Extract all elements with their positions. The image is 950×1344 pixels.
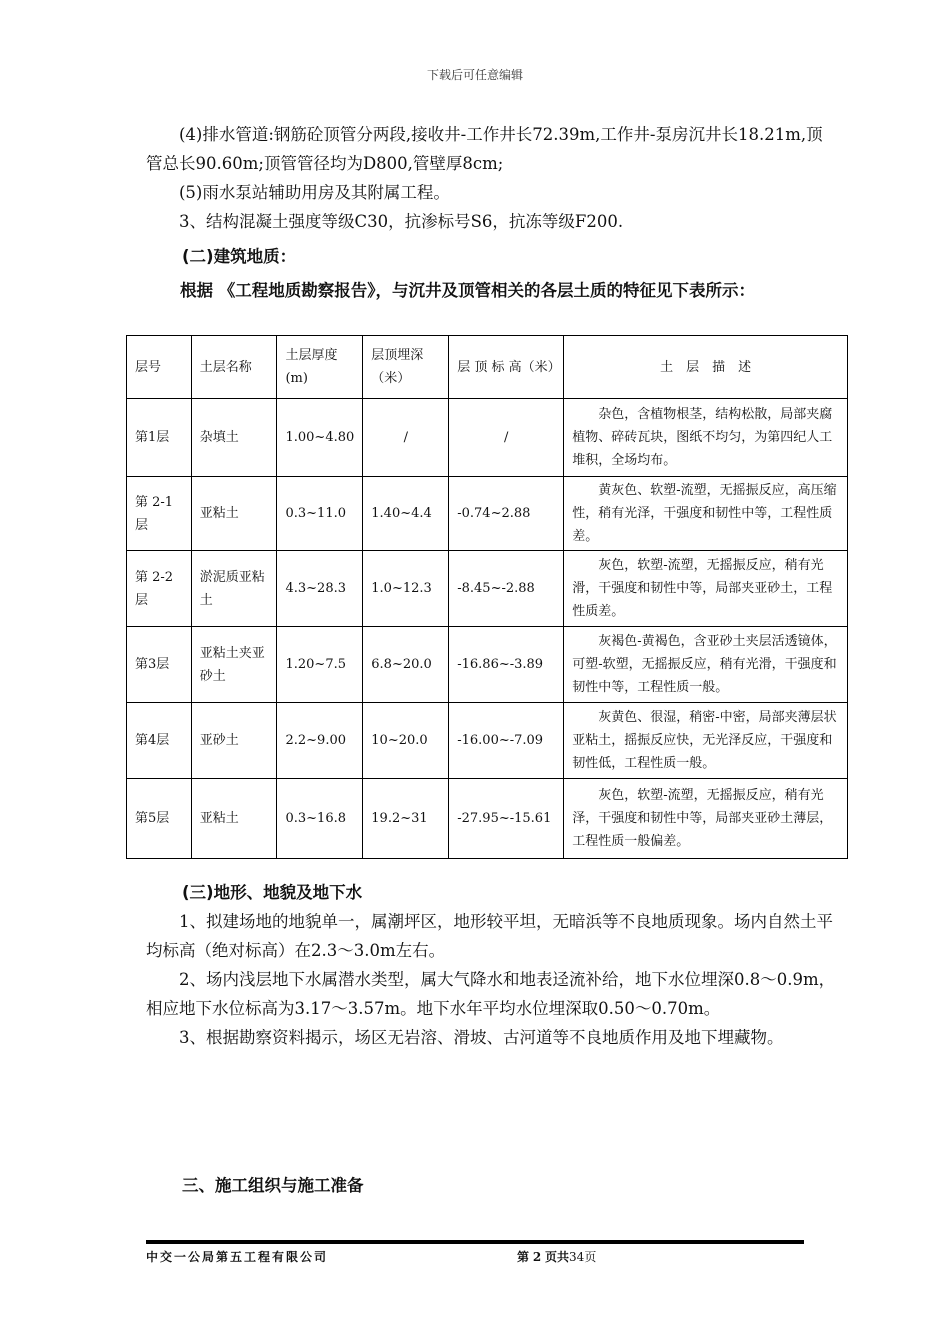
- footer-page-info: [517, 1248, 596, 1265]
- table-cell: 灰色，软塑-流塑，无摇振反应，稍有光泽，干强度和韧性中等，局部夹亚砂土薄层，工程性质一般偏差。: [564, 779, 848, 859]
- page-suffix: 页: [584, 1250, 597, 1264]
- footer-divider: [146, 1240, 804, 1244]
- table-cell: 灰黄色、很湿，稍密-中密，局部夹薄层状亚粘土，摇振反应快，无光泽反应，干强度和韧性低，工程性质一般。: [564, 703, 848, 779]
- section-three-heading: 三、施工组织与施工准备: [182, 1176, 364, 1195]
- table-cell: /: [449, 399, 564, 477]
- table-cell: 灰褐色-黄褐色，含亚砂土夹层活透镜体，可塑-软塑，无摇振反应，稍有光滑，干强度和韧性中等，工程性质一般。: [564, 627, 848, 703]
- table-header-cell: 土层厚度(m): [277, 336, 363, 399]
- table-cell: 杂填土: [191, 399, 277, 477]
- intro-paragraph-3: 3、结构混凝土强度等级C30，抗渗标号S6，抗冻等级F200.: [179, 212, 624, 231]
- table-header-cell: 层号: [127, 336, 192, 399]
- terrain-section: [146, 878, 836, 1052]
- page-number: 2: [532, 1250, 542, 1264]
- table-cell: 淤泥质亚粘土: [191, 551, 277, 627]
- table-header-cell: 土 层 描 述: [564, 336, 848, 399]
- table-header-row: [127, 336, 848, 399]
- table-row: [127, 551, 848, 627]
- table-row: [127, 703, 848, 779]
- page-mid: 页共: [545, 1250, 570, 1264]
- terrain-heading: (三)地形、地貌及地下水: [182, 883, 363, 902]
- table-cell: 第1层: [127, 399, 192, 477]
- table-cell: 1.00~4.80: [277, 399, 363, 477]
- footer-company: 中交一公局第五工程有限公司: [146, 1250, 329, 1264]
- page-total: 34: [569, 1250, 585, 1264]
- table-cell: 第 2-2层: [127, 551, 192, 627]
- table-cell: 0.3~11.0: [277, 477, 363, 551]
- table-cell: 第4层: [127, 703, 192, 779]
- table-row: [127, 627, 848, 703]
- terrain-paragraph-2: 2、场内浅层地下水属潜水类型，属大气降水和地表迳流补给，地下水位埋深0.8～0.9m，相应地下水位标高为3.17～3.57m。地下水年平均水位埋深取0.50～0.70m。: [146, 970, 836, 1018]
- table-cell: 19.2~31: [363, 779, 449, 859]
- terrain-paragraph-1: 1、拟建场地的地貌单一，属潮坪区，地形较平坦，无暗浜等不良地质现象。场内自然土平均标高（绝对标高）在2.3～3.0m左右。: [146, 912, 833, 960]
- table-cell: 1.40~4.4: [363, 477, 449, 551]
- table-cell: 6.8~20.0: [363, 627, 449, 703]
- soil-layer-table: [126, 335, 848, 859]
- table-cell: 亚粘土: [191, 477, 277, 551]
- table-cell: 黄灰色、软塑-流塑，无摇振反应，高压缩性，稍有光泽，干强度和韧性中等，工程性质差。: [564, 477, 848, 551]
- table-cell: 1.0~12.3: [363, 551, 449, 627]
- header-note: 下载后可任意编辑: [426, 68, 523, 82]
- table-cell: 杂色，含植物根茎，结构松散，局部夹腐植物、碎砖瓦块，图纸不均匀，为第四纪人工堆积，全场均布。: [564, 399, 848, 477]
- table-row: [127, 399, 848, 477]
- table-cell: 亚粘土: [191, 779, 277, 859]
- table-header-cell: 层顶埋深（米）: [363, 336, 449, 399]
- table-row: [127, 779, 848, 859]
- table-cell: 10~20.0: [363, 703, 449, 779]
- intro-paragraph-2: (5)雨水泵站辅助用房及其附属工程。: [179, 183, 450, 202]
- table-cell: 亚粘土夹亚砂土: [191, 627, 277, 703]
- intro-block: [146, 120, 836, 236]
- table-cell: 灰色，软塑-流塑，无摇振反应，稍有光滑，干强度和韧性中等，局部夹亚砂土，工程性质差。: [564, 551, 848, 627]
- table-cell: -0.74~2.88: [449, 477, 564, 551]
- terrain-paragraph-3: 3、根据勘察资料揭示，场区无岩溶、滑坡、古河道等不良地质作用及地下埋藏物。: [179, 1028, 784, 1047]
- table-cell: /: [363, 399, 449, 477]
- table-cell: 0.3~16.8: [277, 779, 363, 859]
- geology-heading: (二)建筑地质：: [182, 247, 297, 266]
- table-cell: 4.3~28.3: [277, 551, 363, 627]
- table-cell: -16.00~-7.09: [449, 703, 564, 779]
- table-cell: 1.20~7.5: [277, 627, 363, 703]
- table-cell: -8.45~-2.88: [449, 551, 564, 627]
- geology-paragraph: 根据 《工程地质勘察报告》，与沉井及顶管相关的各层土质的特征见下表所示：: [180, 281, 755, 300]
- table-cell: 第 2-1层: [127, 477, 192, 551]
- table-cell: 2.2~9.00: [277, 703, 363, 779]
- table-row: [127, 477, 848, 551]
- table-cell: -27.95~-15.61: [449, 779, 564, 859]
- table-header-cell: 土层名称: [191, 336, 277, 399]
- table-cell: -16.86~-3.89: [449, 627, 564, 703]
- table-cell: 第3层: [127, 627, 192, 703]
- intro-paragraph-1: (4)排水管道:钢筋砼顶管分两段,接收井-工作井长72.39m,工作井-泵房沉井长18.21m,顶管总长90.60m;顶管管径均为D800,管壁厚8cm;: [146, 125, 823, 173]
- table-cell: 亚砂土: [191, 703, 277, 779]
- table-cell: 第5层: [127, 779, 192, 859]
- table-header-cell: 层 顶 标 高（米）: [449, 336, 564, 399]
- page-prefix: 第: [517, 1250, 530, 1264]
